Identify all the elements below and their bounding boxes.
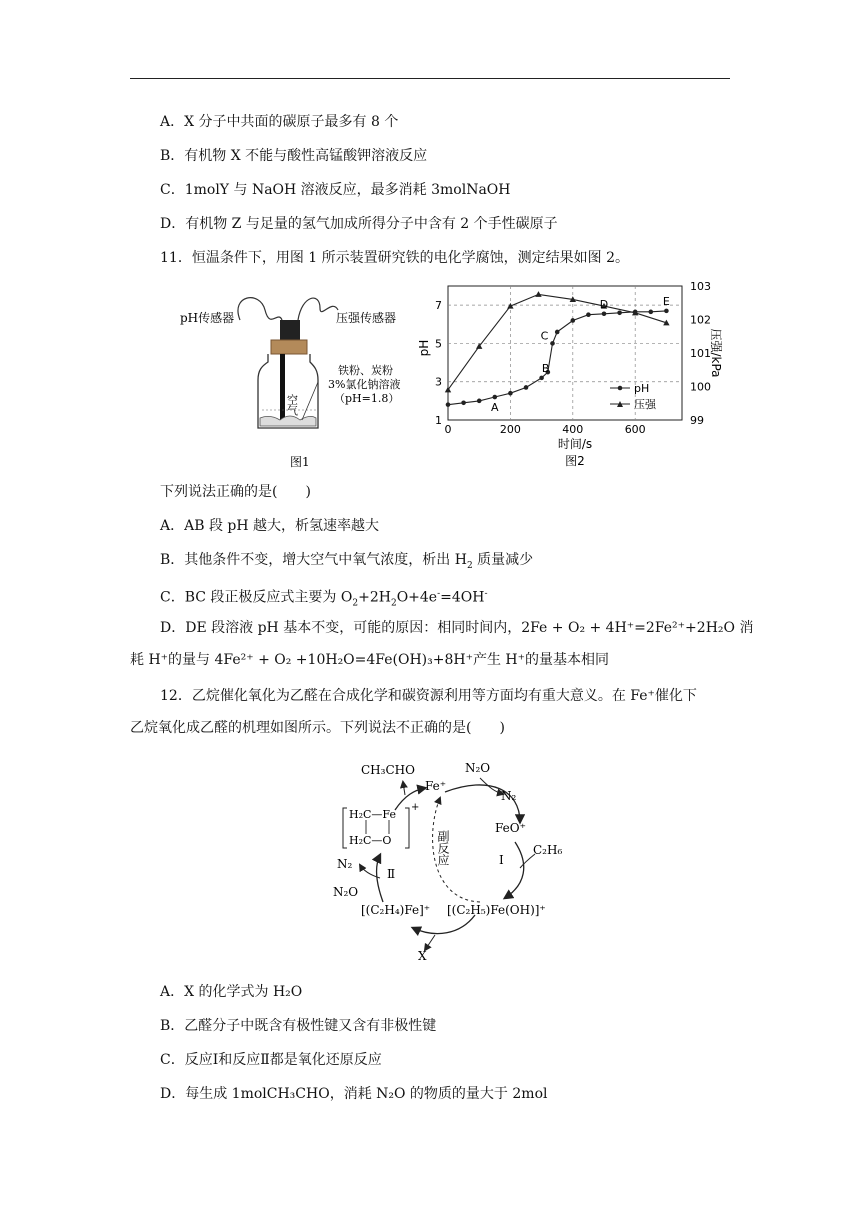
q11-option-b: B．其他条件不变，增大空气中氧气浓度，析出 $H_2$ 质量减少 [160,552,534,571]
chart-point-ph [493,395,498,400]
mech-fe-plus: Fe⁺ [425,779,447,793]
mech-roman-2: Ⅱ [387,867,396,881]
figure3-mechanism [325,750,570,965]
fig1-caption: 图1 [290,455,310,469]
chart-point-pressure [507,303,513,309]
chart-ytick-left-label: 3 [435,375,442,389]
chart-point-ph [461,400,466,405]
chart-xtick-label: 200 [499,423,521,436]
mech-c2h6: C₂H₆ [533,843,563,857]
chart-point-label: C [540,329,549,343]
chart-point-ph [602,311,607,316]
chart-point-ph [571,318,576,323]
mech-ring-top: H₂C—Fe [349,808,396,821]
mech-n2o-left: N₂O [333,885,359,899]
q12-option-b: B．乙醛分子中既含有极性键又含有非极性键 [160,1018,437,1034]
q11-question: 下列说法正确的是( ) [160,484,311,500]
q10-option-b: B．有机物 X 不能与酸性高锰酸钾溶液反应 [160,148,428,164]
q10-option-c: C．1molY 与 NaOH 溶液反应，最多消耗 3molNaOH [160,182,511,198]
mech-feo-plus: FeO⁺ [495,821,526,835]
chart-ytick-right-label: 100 [690,380,711,394]
chart-point-ph [446,402,451,407]
mech-ch3cho: CH₃CHO [361,763,415,777]
q12-stem-line2: 乙烷氧化成乙醛的机理如图所示。下列说法不正确的是( ) [130,720,505,736]
chart-ytick-left-label: 1 [435,414,442,427]
q11-option-d-line1: D．DE 段溶液 pH 基本不变，可能的原因：相同时间内，2Fe + O₂ + 4H⁺=2Fe²⁺+2H₂O 消 [160,620,754,636]
chart-point-pressure [535,291,541,297]
mech-n2o-top: N₂O [465,761,491,775]
chart-xtick-label: 400 [562,423,584,436]
q12-option-d: D．每生成 1molCH₃CHO，消耗 N₂O 的物质的量大于 2mol [160,1086,548,1102]
q11-option-d-line2: 耗 H⁺的量与 4Fe²⁺ + O₂ +10H₂O=4Fe(OH)₃+8H⁺产生 H⁺的量基本相同 [130,652,610,668]
chart-ytick-right-label: 101 [690,347,711,360]
chart-point-ph [508,391,513,396]
chart-xtick-label: 600 [624,423,646,436]
chart-point-ph [477,399,482,404]
chart-point-label: A [491,401,499,415]
chart-ytick-left-label: 5 [435,337,442,351]
header-rule [130,78,730,79]
q10-option-a: A．X 分子中共面的碳原子最多有 8 个 [160,114,399,130]
chart-point-ph [524,385,529,390]
chart-point-label: E [662,294,670,308]
chart-ytick-right-label: 102 [690,313,711,327]
chart-ylabel-right: 压强/kPa [709,328,723,378]
mech-x: X [418,949,427,963]
chart-point-ph [649,310,654,315]
chart-ytick-left-label: 7 [435,299,442,313]
fig1-label-pressure-sensor: 压强传感器 [336,311,397,325]
figure2-chart [417,278,723,473]
chart-series-line-1 [448,294,666,389]
mech-c2h4fe: [(C₂H₄)Fe]⁺ [361,903,431,917]
q10-option-d: D．有机物 Z 与足量的氢气加成所得分子中含有 2 个手性碳原子 [160,216,558,232]
chart-point-ph [555,330,560,335]
mech-c2h5feoh: [(C₂H₅)Fe(OH)]⁺ [447,903,546,917]
q12-stem-line1: 12．乙烷催化氧化为乙醛在合成化学和碳资源利用等方面均有重大意义。在 Fe⁺催化下 [160,688,697,704]
mech-roman-1: Ⅰ [499,853,504,867]
chart-legend-label-pressure: 压强 [634,398,656,411]
chart-ylabel-left: pH [417,339,431,357]
mech-side-reaction: 副反应 [436,830,450,866]
chart-caption: 图2 [565,454,585,468]
mech-ring-bottom: H₂C—O [349,834,392,847]
chart-point-label: D [599,297,609,311]
chart-point-ph [550,341,555,346]
fig1-label-ph-sensor: pH传感器 [180,311,235,325]
q11-stem: 11．恒温条件下，用图 1 所示装置研究铁的电化学腐蚀，测定结果如图 2。 [160,250,629,266]
chart-point-label: B [541,361,550,375]
q12-option-c: C．反应Ⅰ和反应Ⅱ都是氧化还原反应 [160,1052,382,1068]
chart-xlabel: 时间/s [557,437,593,451]
fig1-label-solution-1: 铁粉、炭粉 [338,364,393,377]
chart-legend-label-ph: pH [634,382,650,395]
chart-point-ph [617,311,622,316]
chart-point-ph [539,376,544,381]
fig1-label-solution-3: （pH=1.8） [334,392,400,405]
figure1-apparatus [170,290,420,470]
q12-option-a: A．X 的化学式为 H₂O [160,984,303,1000]
chart-point-ph [586,312,591,317]
chart-point-ph [664,309,669,314]
chart-legend-marker-ph [618,386,623,391]
chart-ytick-right-label: 99 [690,414,704,427]
mech-ring-charge: + [411,802,420,813]
mech-n2-left: N₂ [337,857,353,871]
fig1-label-air: 空气 [285,394,299,416]
chart-ytick-right-label: 103 [690,280,711,293]
q11-option-a: A．AB 段 pH 越大，析氢速率越大 [160,518,380,534]
chart-xtick-label: 0 [444,423,452,436]
mech-n2-top: N₂ [501,789,517,803]
q11-option-c: C．BC 段正极反应式主要为 $O_2+2H_2O+4e^-=4OH^-$ [160,589,488,609]
fig1-label-solution-2: 3%氯化钠溶液 [328,378,401,391]
